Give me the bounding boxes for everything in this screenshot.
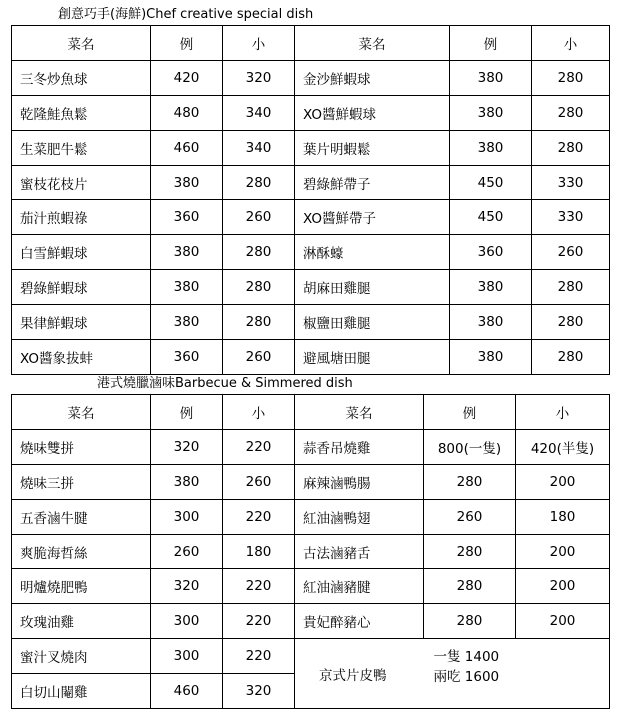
dish-price: 260 (223, 464, 295, 499)
dish-name: 紅油滷鴨翅 (295, 499, 424, 534)
dish-price: 180 (516, 499, 610, 534)
dish-price: 300 (151, 604, 223, 639)
dish-name: 蜜枝花枝片 (12, 165, 151, 200)
dish-price: 320 (223, 674, 295, 709)
dish-price: 280 (223, 305, 295, 340)
dish-name: 胡麻田雞腿 (295, 270, 450, 305)
barbecue-menu-table (11, 394, 610, 709)
dish-price: 380 (450, 270, 532, 305)
dish-price: 420(半隻) (516, 429, 610, 464)
dish-price: 300 (151, 499, 223, 534)
dish-price: 280 (424, 569, 516, 604)
dish-name: 爽脆海哲絲 (12, 534, 151, 569)
dish-name: XO醬鮮蝦球 (295, 95, 450, 130)
column-header: 例 (151, 395, 223, 430)
dish-name: 椒鹽田雞腿 (295, 305, 450, 340)
dish-name: XO醬鮮帶子 (295, 200, 450, 235)
dish-price: 360 (151, 340, 223, 375)
dish-price: 380 (151, 235, 223, 270)
dish-price: 320 (151, 429, 223, 464)
dish-price: 340 (223, 130, 295, 165)
dish-price: 280 (223, 235, 295, 270)
dish-price: 380 (151, 464, 223, 499)
dish-price: 200 (516, 569, 610, 604)
dish-price: 220 (223, 429, 295, 464)
dish-price: 320 (151, 569, 223, 604)
dish-name: 白雪鮮蝦球 (12, 235, 151, 270)
dish-name: 碧綠鮮蝦球 (12, 270, 151, 305)
dish-price: 380 (151, 305, 223, 340)
dish-price: 460 (151, 130, 223, 165)
dish-price: 280 (532, 305, 610, 340)
column-header: 小 (532, 26, 610, 61)
dish-price: 280 (424, 604, 516, 639)
dish-price: 260 (532, 235, 610, 270)
dish-name: 燒味雙拼 (12, 429, 151, 464)
dish-name: 金沙鮮蝦球 (295, 60, 450, 95)
dish-price: 220 (223, 569, 295, 604)
column-header: 例 (151, 26, 223, 61)
dish-price: 280 (532, 95, 610, 130)
dish-price: 800(一隻) (424, 429, 516, 464)
peking-duck-price-whole: 一隻 1400 (433, 648, 500, 665)
dish-price: 200 (516, 464, 610, 499)
dish-price: 380 (450, 60, 532, 95)
header-row (12, 395, 610, 430)
dish-name: 玫瑰油雞 (12, 604, 151, 639)
peking-duck-prices (424, 639, 610, 709)
dish-name: 茄汁煎蝦祿 (12, 200, 151, 235)
column-header: 菜名 (12, 26, 151, 61)
dish-name: XO醬象拔蚌 (12, 340, 151, 375)
dish-price: 200 (516, 604, 610, 639)
table-row (12, 95, 610, 130)
dish-name: 生菜肥牛鬆 (12, 130, 151, 165)
dish-price: 450 (450, 200, 532, 235)
dish-name: 明爐燒肥鴨 (12, 569, 151, 604)
dish-name: 三冬炒魚球 (12, 60, 151, 95)
dish-price: 280 (532, 130, 610, 165)
dish-name: 避風塘田腿 (295, 340, 450, 375)
dish-name: 乾隆鮭魚鬆 (12, 95, 151, 130)
table-row (12, 534, 610, 569)
column-header: 小 (223, 395, 295, 430)
dish-name: 燒味三拼 (12, 464, 151, 499)
dish-price: 380 (450, 95, 532, 130)
peking-duck-name: 京式片皮鴨 (295, 639, 424, 709)
column-header: 菜名 (295, 26, 450, 61)
dish-price: 260 (223, 200, 295, 235)
dish-price: 300 (151, 639, 223, 674)
table-row (12, 639, 610, 674)
dish-price: 260 (223, 340, 295, 375)
dish-price: 380 (450, 305, 532, 340)
table-row (12, 340, 610, 375)
dish-price: 330 (532, 200, 610, 235)
dish-price: 480 (151, 95, 223, 130)
dish-price: 360 (151, 200, 223, 235)
table-row (12, 130, 610, 165)
dish-name: 果律鮮蝦球 (12, 305, 151, 340)
dish-price: 220 (223, 499, 295, 534)
table-row (12, 604, 610, 639)
peking-duck-price-two-way: 兩吃 1600 (433, 668, 500, 685)
dish-name: 蜜汁叉燒肉 (12, 639, 151, 674)
column-header: 例 (424, 395, 516, 430)
dish-price: 260 (151, 534, 223, 569)
dish-name: 白切山閹雞 (12, 674, 151, 709)
dish-name: 碧綠鮮帶子 (295, 165, 450, 200)
dish-price: 220 (223, 639, 295, 674)
dish-price: 380 (450, 340, 532, 375)
dish-price: 380 (151, 165, 223, 200)
dish-price: 260 (424, 499, 516, 534)
section-title-barbecue: 港式燒臘滷味Barbecue & Simmered dish (97, 376, 353, 391)
dish-name: 蒜香吊燒雞 (295, 429, 424, 464)
dish-price: 360 (450, 235, 532, 270)
table-row (12, 60, 610, 95)
table-row (12, 569, 610, 604)
dish-name: 紅油滷豬腱 (295, 569, 424, 604)
dish-name: 五香滷牛腱 (12, 499, 151, 534)
column-header: 例 (450, 26, 532, 61)
dish-price: 330 (532, 165, 610, 200)
dish-price: 280 (532, 270, 610, 305)
dish-name: 葉片明蝦鬆 (295, 130, 450, 165)
table-row (12, 464, 610, 499)
dish-price: 380 (151, 270, 223, 305)
dish-name: 古法滷豬舌 (295, 534, 424, 569)
section-title-chef-creative: 創意巧手(海鮮)Chef creative special dish (58, 7, 314, 22)
dish-price: 340 (223, 95, 295, 130)
dish-price: 280 (424, 534, 516, 569)
dish-name: 淋酥蠔 (295, 235, 450, 270)
dish-price: 280 (424, 464, 516, 499)
dish-price: 380 (450, 130, 532, 165)
table-row (12, 305, 610, 340)
table-row (12, 235, 610, 270)
dish-price: 200 (516, 534, 610, 569)
table-row (12, 499, 610, 534)
table-row (12, 165, 610, 200)
dish-price: 320 (223, 60, 295, 95)
table-row (12, 429, 610, 464)
dish-price: 280 (223, 165, 295, 200)
dish-name: 麻辣滷鴨腸 (295, 464, 424, 499)
dish-name: 貴妃醉豬心 (295, 604, 424, 639)
header-row (12, 26, 610, 61)
dish-price: 280 (223, 270, 295, 305)
column-header: 菜名 (12, 395, 151, 430)
dish-price: 460 (151, 674, 223, 709)
column-header: 小 (223, 26, 295, 61)
dish-price: 180 (223, 534, 295, 569)
column-header: 菜名 (295, 395, 424, 430)
dish-price: 280 (532, 340, 610, 375)
dish-price: 450 (450, 165, 532, 200)
table-row (12, 270, 610, 305)
column-header: 小 (516, 395, 610, 430)
table-row (12, 200, 610, 235)
dish-price: 280 (532, 60, 610, 95)
chef-creative-menu-table (11, 25, 610, 375)
dish-price: 220 (223, 604, 295, 639)
dish-price: 420 (151, 60, 223, 95)
